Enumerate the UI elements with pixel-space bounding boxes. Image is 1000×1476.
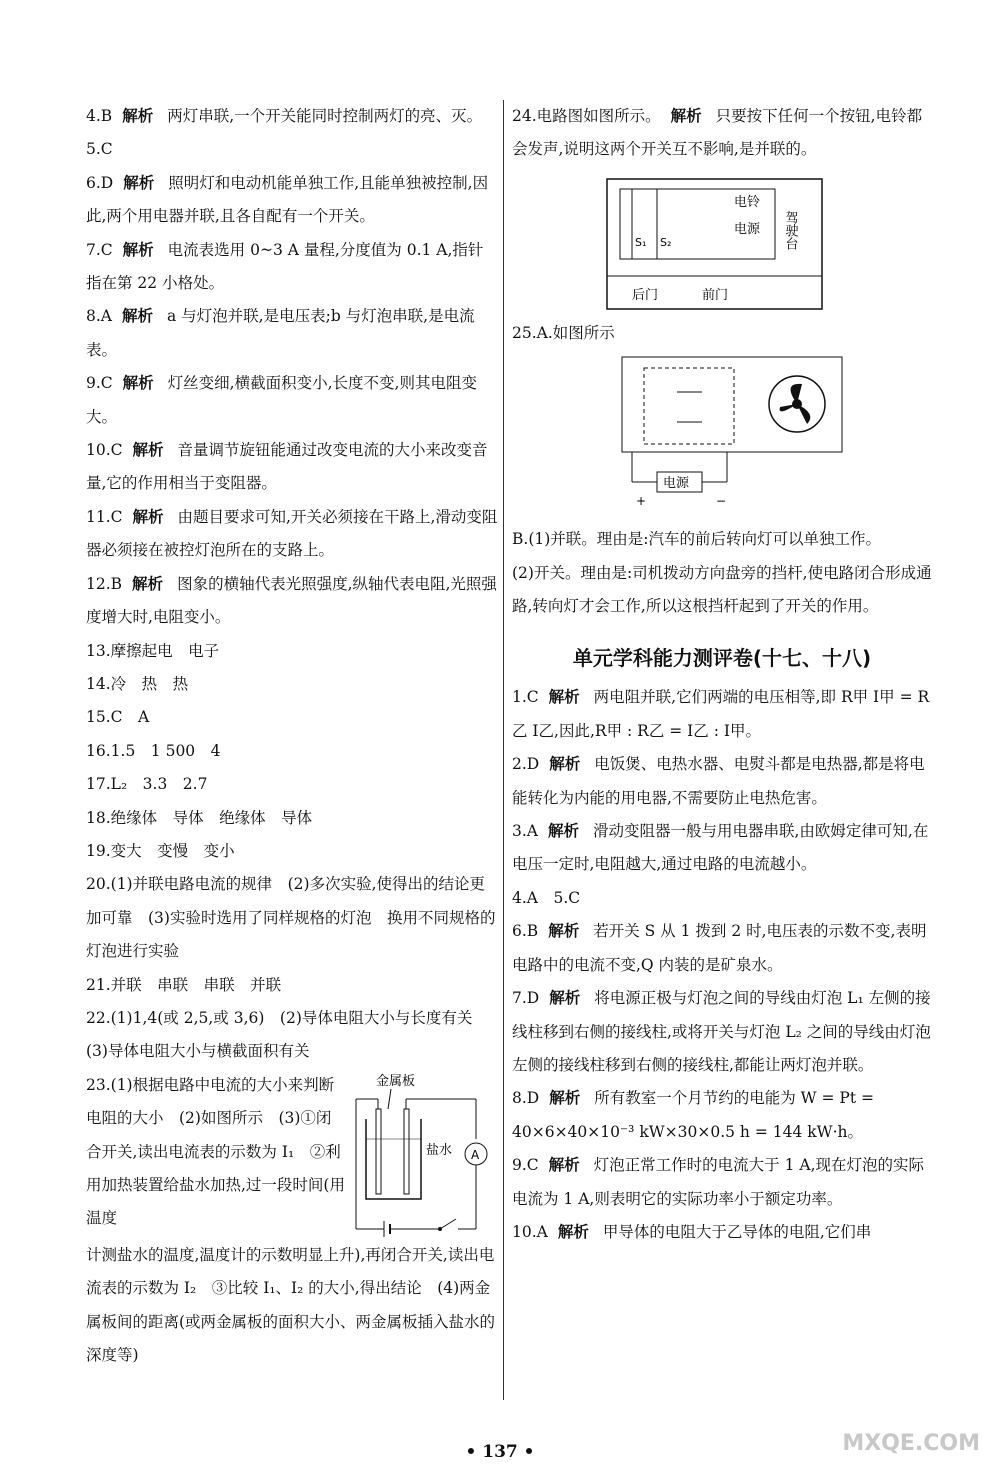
answer-15: 15.C A <box>86 708 150 727</box>
answer-23-text-a: 23.(1)根据电路中电流的大小来判断电阻的大小 (2)如图所示 (3)①闭合开关,读出电流表的示数为 I₁ ②利用加热装置给盐水加热,过一段时间(用温度 <box>86 1075 345 1228</box>
right-column <box>512 100 932 1249</box>
unit-answer-6: 6.B 解析 若开关 S 从 1 拨到 2 时,电压表的示数不变,表明电路中的电流不变,Q 内装的是矿泉水。 <box>512 922 927 974</box>
answer-21: 21.并联 串联 串联 并联 <box>86 975 282 994</box>
answer-25-b2: (2)开关。理由是:司机拨动方向盘旁的挡杆,使电路闭合形成通路,转向灯才会工作,所以这根挡杆起到了开关的作用。 <box>512 563 932 616</box>
doorbell-circuit-figure <box>512 171 932 311</box>
answer-25-a: 25.A.如图所示 <box>512 323 615 342</box>
section-title: 单元学科能力测评卷(十七、十八) <box>572 646 872 671</box>
answer-19: 19.变大 变慢 变小 <box>86 841 235 860</box>
left-column <box>86 100 498 1372</box>
bell-label: 电铃 <box>734 194 761 210</box>
answer-10: 10.C 解析 音量调节旋钮能通过改变电流的大小来改变音量,它的作用相当于变阻器。 <box>86 441 488 493</box>
answer-6: 6.D 解析 照明灯和电动机能单独工作,且能单独被控制,因此,两个用电器并联,且各自配有一个开关。 <box>86 173 489 226</box>
front-door-label: 前门 <box>702 287 729 303</box>
answer-7: 7.C 解析 电流表选用 0~3 A 量程,分度值为 0.1 A,指针指在第 22 小格处。 <box>86 240 484 293</box>
answer-12: 12.B 解析 图象的横轴代表光照强度,纵轴代表电阻,光照强度增大时,电阻变小。 <box>86 574 497 627</box>
answer-5: 5.C <box>86 140 113 159</box>
unit-answer-7: 7.D 解析 将电源正极与灯泡之间的导线由灯泡 L₁ 左侧的接线柱移到右侧的接线柱,或将开关与灯泡 L₂ 之间的导线由灯泡左侧的接线柱移到右侧的接线柱,都能让两灯泡并联。 <box>512 989 931 1074</box>
page-number: • 137 • <box>465 1442 535 1462</box>
back-door-label: 后门 <box>632 287 659 303</box>
power-source-label: 电源 <box>734 221 761 237</box>
answer-22: 22.(1)1,4(或 2,5,或 3,6) (2)导体电阻大小与长度有关 (3)导体电阻大小与横截面积有关 <box>86 1008 488 1061</box>
answer-16: 16.1.5 1 500 4 <box>86 741 221 760</box>
answer-4: 4.B 解析 两灯串联,一个开关能同时控制两灯的亮、灭。 <box>86 107 483 125</box>
unit-answer-3: 3.A 解析 滑动变阻器一般与用电器串联,由欧姆定律可知,在电压一定时,电阻越大,通过电路的电流越小。 <box>512 822 929 874</box>
answer-25-b1: B.(1)并联。理由是:汽车的前后转向灯可以单独工作。 <box>512 530 881 549</box>
unit-answer-8: 8.D 解析 所有教室一个月节约的电能为 W = Pt = 40×6×40×10⁻³ kW×30×0.5 h = 144 kW·h。 <box>512 1089 875 1141</box>
answer-23-text-b: 计测盐水的温度,温度计的示数明显上升),再闭合开关,读出电流表的示数为 I₂ ③比较 I₁、I₂ 的大小,得出结论 (4)两金属板间的距离(或两金属板的面积大小、两金属板插入盐水的深度等) <box>86 1245 496 1364</box>
unit-answer-10: 10.A 解析 甲导体的电阻大于乙导体的电阻,它们串 <box>512 1222 872 1241</box>
switch-s2-label: S₂ <box>660 235 672 249</box>
salt-water-label: 盐水 <box>426 1142 453 1158</box>
driver-cab-label: 驾驶台 <box>782 210 798 250</box>
unit-answer-9: 9.C 解析 灯泡正常工作时的电流大于 1 A,现在灯泡的实际电流为 1 A,则表明它的实际功率小于额定功率。 <box>512 1156 925 1208</box>
unit-answer-4-5: 4.A 5.C <box>512 888 581 907</box>
column-divider <box>503 100 504 1400</box>
answer-13: 13.摩擦起电 电子 <box>86 641 220 660</box>
answer-17: 17.L₂ 3.3 2.7 <box>86 775 208 794</box>
metal-plate-label: 金属板 <box>376 1073 416 1089</box>
positive-terminal: + <box>636 494 647 509</box>
answer-20: 20.(1)并联电路电流的规律 (2)多次实验,使得出的结论更加可靠 (3)实验时选用了同样规格的灯泡 换用不同规格的灯泡进行实验 <box>86 875 496 961</box>
watermark-logo: MXQE.COM <box>842 1431 980 1456</box>
answer-9: 9.C 解析 灯丝变细,横截面积变小,长度不变,则其电阻变大。 <box>86 374 477 426</box>
ammeter-symbol: A <box>471 1147 480 1162</box>
answer-24: 24.电路图如图所示。 解析 只要按下任何一个按钮,电铃都会发声,说明这两个开关互不影响,是并联的。 <box>512 107 923 159</box>
unit-answer-1: 1.C 解析 两电阻并联,它们两端的电压相等,即 R甲 I甲 = R乙 I乙,因此,R甲 : R乙 = I乙 : I甲。 <box>512 688 930 740</box>
negative-terminal: − <box>716 494 727 509</box>
saltwater-circuit-figure <box>346 1069 496 1239</box>
fan-circuit-figure <box>512 352 932 517</box>
answer-14: 14.冷 热 热 <box>86 674 189 693</box>
switch-s1-label: S₁ <box>635 235 647 249</box>
answer-11: 11.C 解析 由题目要求可知,开关必须接在干路上,滑动变阻器必须接在被控灯泡所在的支路上。 <box>86 507 498 560</box>
unit-answer-2: 2.D 解析 电饭煲、电热水器、电熨斗都是电热器,都是将电能转化为内能的用电器,不需要防止电热危害。 <box>512 755 925 807</box>
fan-power-label: 电源 <box>663 476 690 492</box>
answer-8: 8.A 解析 a 与灯泡并联,是电压表;b 与灯泡串联,是电流表。 <box>86 307 475 359</box>
answer-18: 18.绝缘体 导体 绝缘体 导体 <box>86 808 313 827</box>
answer-23 <box>86 1069 498 1373</box>
